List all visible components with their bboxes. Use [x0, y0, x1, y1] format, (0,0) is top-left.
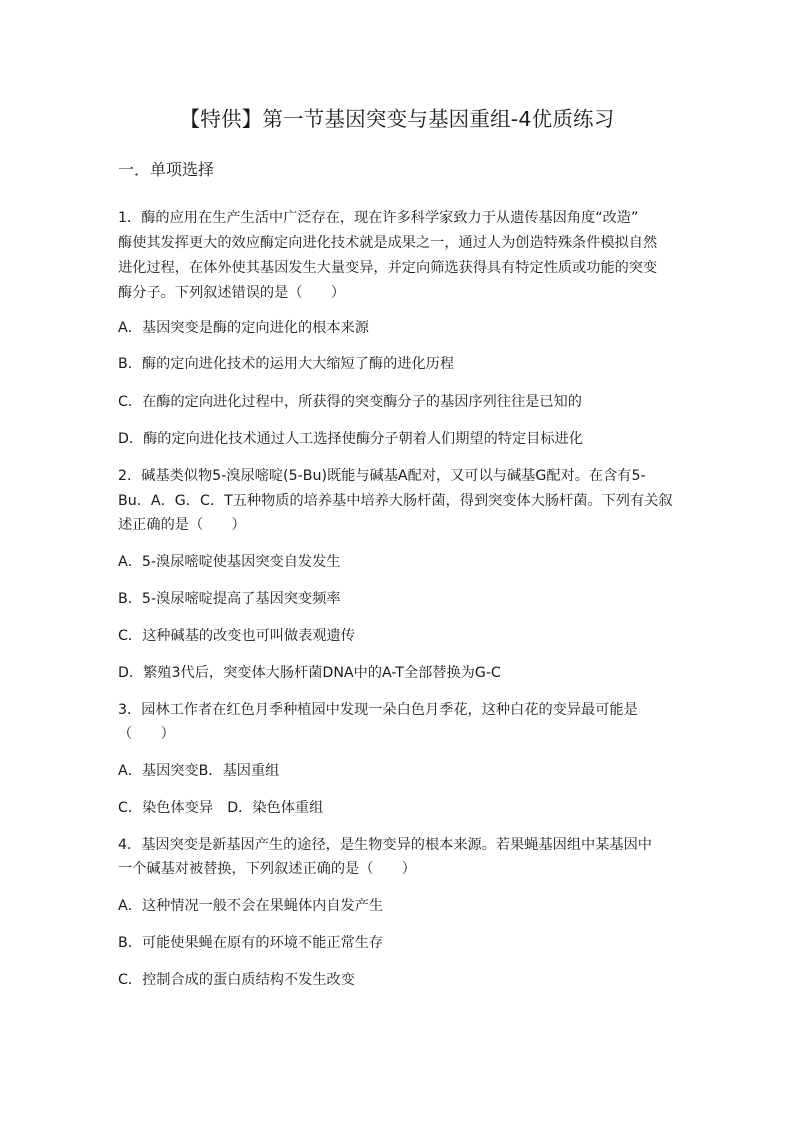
question-1-option-a: A．基因突变是酶的定向进化的根本来源 — [118, 320, 369, 336]
question-1-option-c: C．在酶的定向进化过程中，所获得的突变酶分子的基因序列往往是已知的 — [118, 394, 582, 410]
question-4-stem-line: 4．基因突变是新基因产生的途径，是生物变异的根本来源。若果蝇基因组中某基因中 — [118, 837, 652, 853]
section-heading: 一．单项选择 — [118, 160, 215, 179]
question-2-stem-line: 述正确的是（ ） — [118, 517, 246, 533]
question-2-stem-line: 2．碱基类似物5-溴尿嘧啶(5-Bu)既能与碱基A配对，又可以与碱基G配对。在含有5- — [118, 468, 646, 484]
question-2-stem-line: Bu．A．G．C．T五种物质的培养基中培养大肠杆菌，得到突变体大肠杆菌。下列有关叙 — [118, 493, 673, 509]
question-4-option-a: A．这种情况一般不会在果蝇体内自发产生 — [118, 898, 384, 914]
question-2-option-c: C．这种碱基的改变也可叫做表观遗传 — [118, 628, 355, 644]
question-3-stem-line: 3．园林工作者在红色月季种植园中发现一朵白色月季花，这种白花的变异最可能是 — [118, 702, 638, 718]
question-1-stem-line: 酶使其发挥更大的效应酶定向进化技术就是成果之一，通过人为创造特殊条件模拟自然 — [118, 235, 658, 251]
question-2-option-d: D．繁殖3代后，突变体大肠杆菌DNA中的A-T全部替换为G-C — [118, 665, 501, 681]
question-3-option-ab: A．基因突变B．基因重组 — [118, 763, 280, 779]
question-1-option-b: B．酶的定向进化技术的运用大大缩短了酶的进化历程 — [118, 356, 455, 372]
question-3-stem-line: （ ） — [118, 726, 175, 742]
question-1-option-d: D．酶的定向进化技术通过人工选择使酶分子朝着人们期望的特定目标进化 — [118, 431, 583, 447]
question-2-option-a: A．5-溴尿嘧啶使基因突变自发发生 — [118, 554, 341, 570]
question-1-stem-line: 1．酶的应用在生产生活中广泛存在，现在许多科学家致力于从遗传基因角度“改造” — [118, 210, 639, 226]
page-title: 【特供】第一节基因突变与基因重组-4优质练习 — [179, 107, 615, 131]
question-3-option-cd: C．染色体变异 D．染色体重组 — [118, 800, 324, 816]
question-4-stem-line: 一个碱基对被替换，下列叙述正确的是（ ） — [118, 861, 416, 877]
question-4-option-c: C．控制合成的蛋白质结构不发生改变 — [118, 972, 355, 988]
question-1-stem-line: 酶分子。下列叙述错误的是（ ） — [118, 285, 346, 301]
question-1-stem-line: 进化过程，在体外使其基因发生大量变异，并定向筛选获得具有特定性质或功能的突变 — [118, 260, 658, 276]
question-2-option-b: B．5-溴尿嘧啶提高了基因突变频率 — [118, 591, 341, 607]
question-4-option-b: B．可能使果蝇在原有的环境不能正常生存 — [118, 935, 384, 951]
